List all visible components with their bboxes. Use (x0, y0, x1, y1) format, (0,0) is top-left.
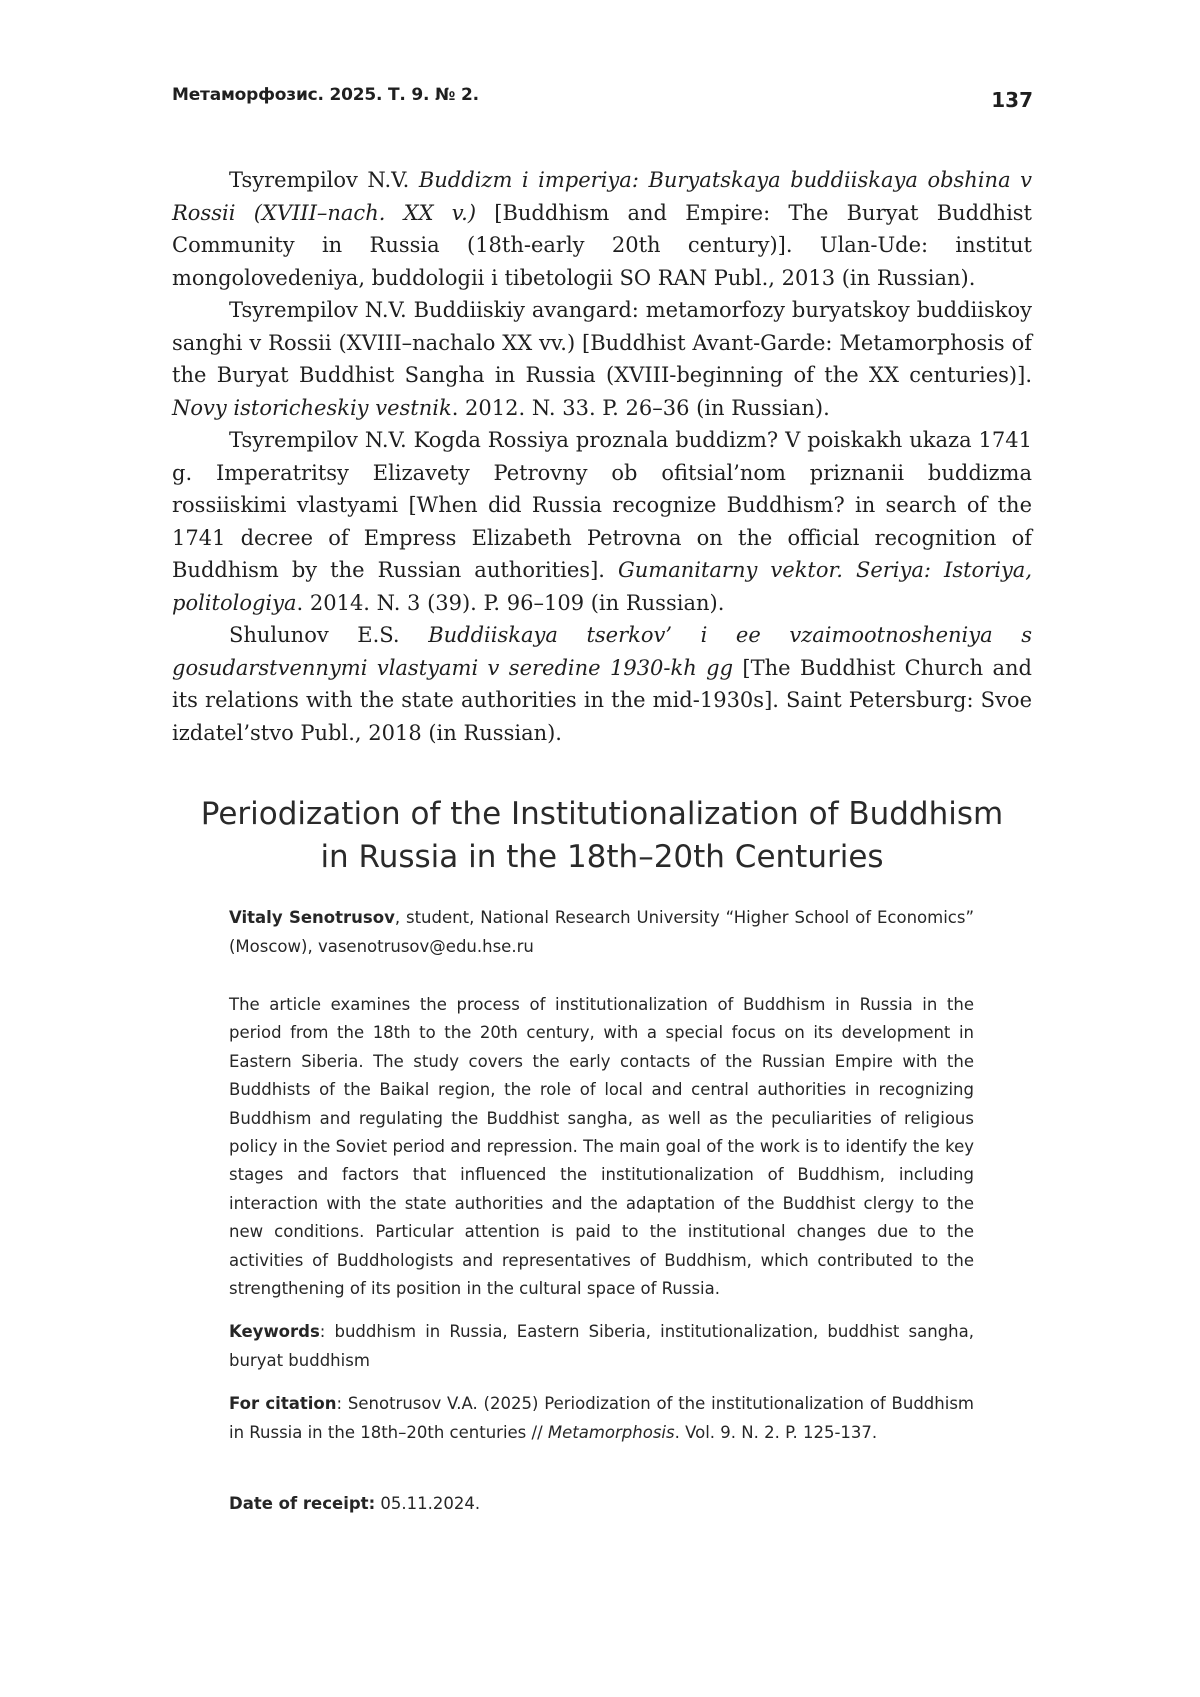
date-of-receipt (229, 1490, 974, 1519)
keywords (229, 1318, 974, 1375)
ref-author: Shulunov E.S. (229, 623, 428, 647)
reference-entry (172, 294, 1032, 424)
reference-entry (172, 619, 1032, 749)
ref-details: . 2012. N. 33. P. 26–36 (in Russian). (452, 396, 830, 420)
ref-details: . 2014. N. 3 (39). P. 96–109 (in Russian). (297, 591, 725, 615)
ref-title: Buddiiskaya tserkov’ i ee vzaimootnosheniya s gosudarstvennymi vlastyami v seredine 1930-kh gg (172, 623, 1032, 680)
ref-author: Tsyrempilov N.V. Buddiiskiy avangard: metamorfozy buryatskoy buddiiskoy sanghi v Rossii (XVIII–nachalo XX vv.) [Buddhist Avant-Garde: Metamorphosis of the Buryat Buddhist Sangha in Russia (XVIII-beginning of the XX centuries)]. (172, 298, 1032, 387)
ref-details: [The Buddhist Church and its relations with the state authorities in the mid-1930s]. Saint Petersburg: Svoe izdatel’stvo Publ., 2018 (in Russian). (172, 656, 1032, 745)
abstract: The article examines the process of institutionalization of Buddhism in Russia in the period from the 18th to the 20th century, with a special focus on its development in Eastern Siberia. The study covers the early contacts of the Russian Empire with the Buddhists of the Baikal region, the role of local and central authorities in recognizing Buddhism and regulating the Buddhist sangha, as well as the peculiarities of religious policy in the Soviet period and repression. The main goal of the work is to identify the key stages and factors that influenced the institutionalization of Buddhism, including interaction with the state authorities and the adaptation of the Buddhist clergy to the new conditions. Particular attention is paid to the institutional changes due to the activities of Buddhologists and representatives of Buddhism, which contributed to the strengthening of its position in the cultural space of Russia. (229, 991, 974, 1303)
receipt-label: Date of receipt: (229, 1494, 375, 1513)
citation-journal: Metamorphosis (548, 1423, 675, 1442)
keywords-text: : buddhism in Russia, Eastern Siberia, institutionalization, buddhist sangha, buryat buddhism (229, 1322, 974, 1370)
ref-journal: Gumanitarny vektor. Seriya: Istoriya, politologiya (172, 558, 1032, 615)
citation-label: For citation (229, 1394, 337, 1413)
reference-entry (172, 424, 1032, 619)
ref-details: [Buddhism and Empire: The Buryat Buddhist Community in Russia (18th-early 20th century)]. Ulan-Ude: institut mongolovedeniya, buddologii i tibetologii SO RAN Publ., 2013 (in Russian). (172, 201, 1032, 290)
title-line-2: in Russia in the 18th–20th Centuries (320, 839, 883, 875)
author-info (229, 904, 974, 961)
ref-title: Buddizm i imperiya: Buryatskaya buddiiskaya obshina v Rossii (XVIII–nach. XX v.) (172, 168, 1032, 225)
receipt-date: 05.11.2024. (375, 1494, 480, 1513)
running-head: Метаморфозис. 2025. Т. 9. № 2. (172, 85, 479, 105)
ref-author: Tsyrempilov N.V. (229, 168, 419, 192)
reference-entry (172, 164, 1032, 294)
keywords-label: Keywords (229, 1322, 320, 1341)
article-title (130, 793, 1074, 879)
reference-list (172, 164, 1032, 749)
ref-journal: Novy istoricheskiy vestnik (172, 396, 452, 420)
author-affiliation: , student, National Research University “Higher School of Economics” (Moscow), vasenotrusov@edu.hse.ru (229, 908, 974, 956)
citation (229, 1390, 974, 1447)
citation-text: : Senotrusov V.A. (2025) Periodization of the institutionalization of Buddhism in Russia in the 18th–20th centuries // (229, 1394, 974, 1442)
ref-author: Tsyrempilov N.V. Kogda Rossiya proznala buddizm? V poiskakh ukaza 1741 g. Imperatritsy Elizavety Petrovny ob ofitsial’nom priznanii buddizma rossiiskimi vlastyami [When did Russia recognize Buddhism? in search of the 1741 decree of Empress Elizabeth Petrovna on the official recognition of Buddhism by the Russian authorities]. (172, 428, 1032, 582)
page-number: 137 (991, 88, 1033, 112)
title-line-1: Periodization of the Institutionalization of Buddhism (201, 796, 1003, 832)
citation-tail: . Vol. 9. N. 2. P. 125-137. (675, 1423, 878, 1442)
author-name: Vitaly Senotrusov (229, 908, 395, 927)
